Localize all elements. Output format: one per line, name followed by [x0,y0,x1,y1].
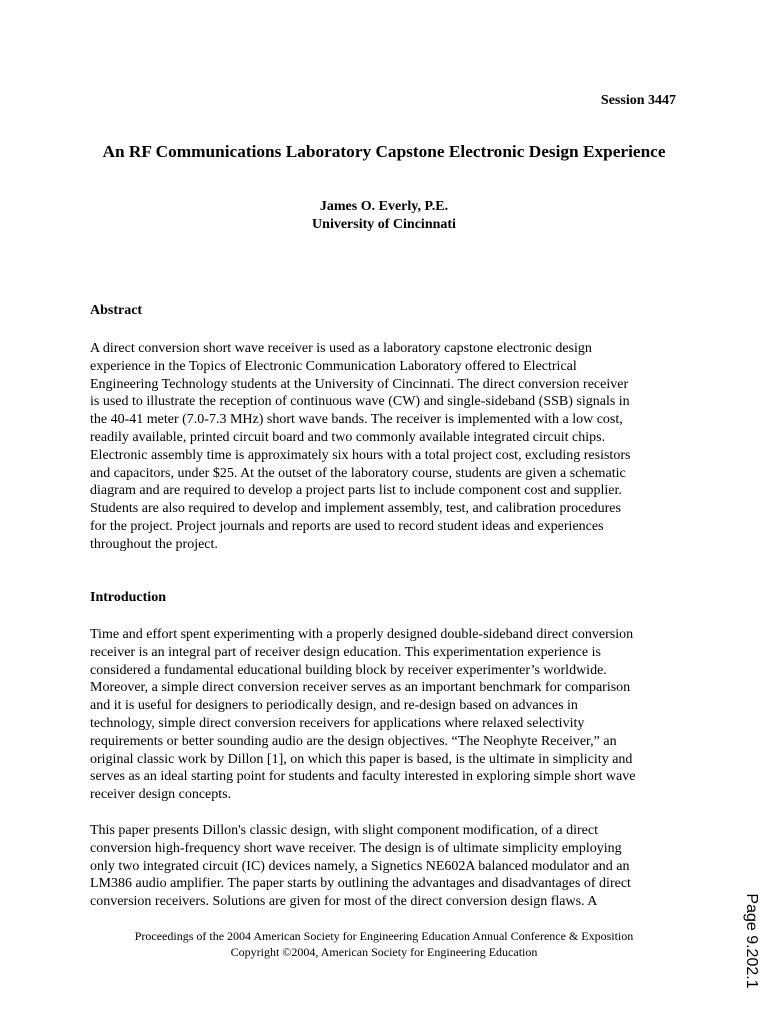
text-line: Students are also required to develop and implement assembly, test, and calibration procedures [90,501,621,517]
text-line: requirements or better sounding audio are the design objectives. “The Neophyte Receiver,” an [90,733,617,749]
introduction-heading: Introduction [90,590,166,605]
text-line: and it is useful for designers to periodically design, and re-design based on advances in [90,698,578,714]
text-line: is used to illustrate the reception of continuous wave (CW) and single-sideband (SSB) signals in [90,394,630,410]
session-label: Session 3447 [600,93,676,108]
text-line: Time and effort spent experimenting with a properly designed double-sideband direct conversion [90,627,634,642]
text-line: LM386 audio amplifier. The paper starts by outlining the advantages and disadvantages of direct [90,876,631,892]
text-line: throughout the project. [90,536,218,552]
page-number: Page 9.202.1 [743,893,760,989]
text-line: receiver design concepts. [90,787,232,803]
text-line: conversion receivers. Solutions are given for most of the direct conversion design flaws. A [90,894,598,910]
text-line: only two integrated circuit (IC) devices namely, a Signetics NE602A balanced modulator and an [90,858,630,874]
author-name: James O. Everly, P.E. [319,199,449,214]
text-line: experience in the Topics of Electronic Communication Laboratory offered to Electrical [90,358,577,374]
text-line: diagram and are required to develop a project parts list to include component cost and supplier. [90,483,622,499]
footer-copyright: Copyright ©2004, American Society for Engineering Education [230,944,538,959]
paper-title: An RF Communications Laboratory Capstone Electronic Design Experience [102,142,666,161]
text-line: the 40-41 meter (7.0-7.3 MHz) short wave bands. The receiver is implemented with a low cost, [90,412,623,428]
text-line: A direct conversion short wave receiver is used as a laboratory capstone electronic design [90,341,592,356]
abstract-paragraph [90,340,690,554]
footer-proceedings: Proceedings of the 2004 American Society for Engineering Education Annual Conference & Exposition [134,929,634,943]
text-line: Electronic assembly time is approximately six hours with a total project cost, excluding resistors [90,447,631,463]
text-line: Moreover, a simple direct conversion receiver serves as an important benchmark for comparison [90,680,631,696]
text-line: conversion high-frequency short wave receiver. The design is of ultimate simplicity employing [90,840,622,856]
text-line: original classic work by Dillon [1], on which this paper is based, is the ultimate in simplicity and [90,751,633,767]
text-line: readily available, printed circuit board and two commonly available integrated circuit chips. [90,429,606,445]
author-affiliation: University of Cincinnati [312,216,456,232]
text-line: considered a fundamental educational building block by receiver experimenter’s worldwide. [90,662,607,678]
text-line: Engineering Technology students at the University of Cincinnati. The direct conversion receiver [90,376,629,392]
text-line: This paper presents Dillon's classic design, with slight component modification, of a direct [90,823,598,838]
page-number-margin [740,893,762,989]
introduction-paragraph-2 [90,822,690,911]
abstract-heading: Abstract [90,303,143,318]
text-line: technology, simple direct conversion receivers for applications where relaxed selectivity [90,715,585,731]
introduction-paragraph-1 [90,626,690,804]
author-block [0,198,768,233]
text-line: for the project. Project journals and reports are used to record student ideas and experiences [90,518,604,534]
text-line: and capacitors, under $25. At the outset of the laboratory course, students are given a schematic [90,465,626,481]
page-footer [0,929,768,960]
text-line: receiver is an integral part of receiver design education. This experimentation experience is [90,644,601,660]
text-line: serves as an ideal starting point for students and faculty interested in exploring simple short wave [90,769,636,785]
